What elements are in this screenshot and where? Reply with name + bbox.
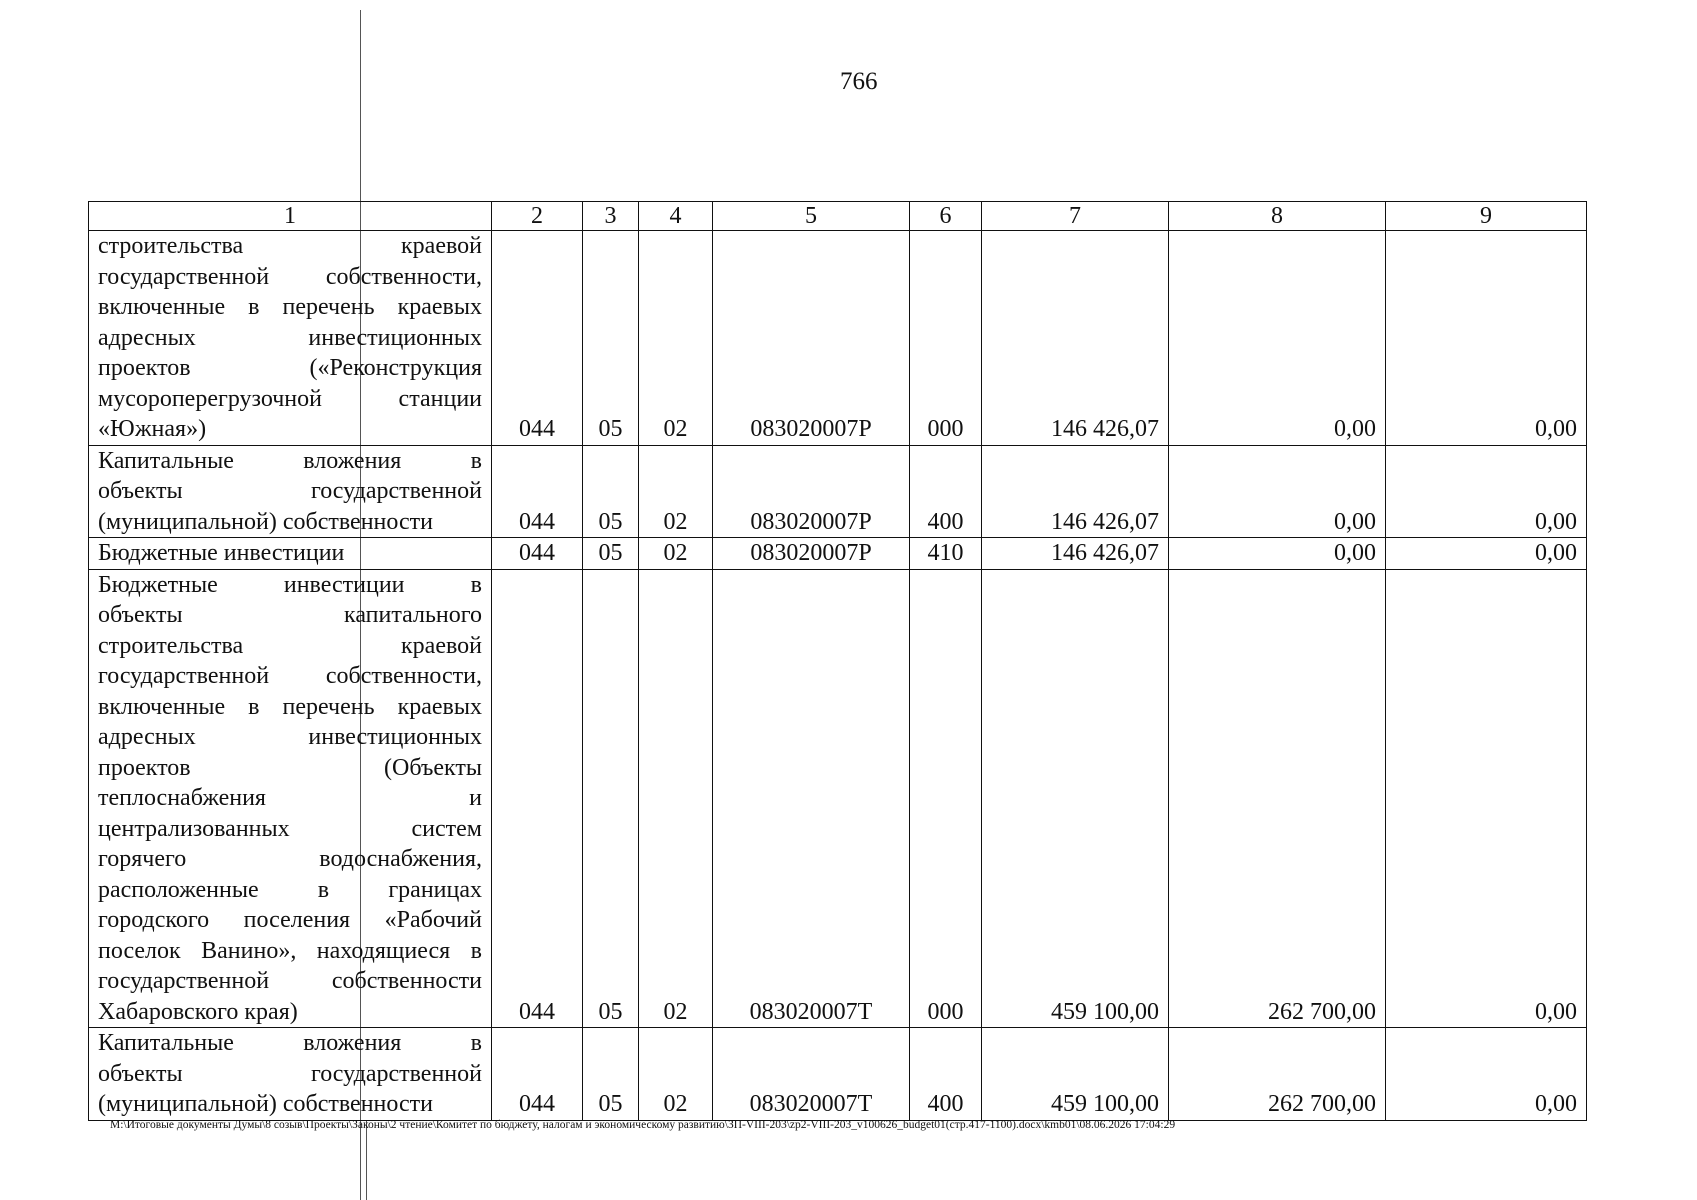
table-row (89, 445, 1587, 538)
amount-col-7: 146 426,07 (982, 231, 1169, 446)
column-header-9: 9 (1386, 202, 1587, 231)
column-header-3: 3 (583, 202, 639, 231)
desc-line: адресных инвестиционных (98, 724, 482, 750)
table-row (89, 538, 1587, 570)
section-code: 05 (583, 569, 639, 1028)
document-file-path: M:\Итоговые документы Думы\8 созыв\Проекты\Законы\2 чтение\Комитет по бюджету, налогам и экономическому развитию\ЗП-VIII-203\zp2-VIII-203_v100626_budget01(стр.417-1100).docx\kmb01\08.06.2026 17:04:29 (110, 1119, 1176, 1131)
desc-line: Хабаровского края) (98, 998, 298, 1025)
desc-line: городского поселения «Рабочий (98, 907, 482, 933)
amount-col-7: 146 426,07 (982, 538, 1169, 570)
desc-line: горячего водоснабжения, (98, 846, 482, 872)
row-description (89, 538, 492, 570)
desc-line: мусороперегрузочной станции (98, 385, 482, 412)
desc-line: «Южная») (98, 416, 207, 442)
amount-col-8: 262 700,00 (1169, 1028, 1386, 1121)
row-description (89, 569, 492, 1028)
subsection-code: 02 (639, 445, 713, 538)
amount-col-7: 146 426,07 (982, 445, 1169, 538)
desc-line: Бюджетные инвестиции (98, 540, 345, 566)
row-description (89, 231, 492, 446)
ministry-code: 044 (492, 1028, 583, 1121)
row-description (89, 445, 492, 538)
desc-line: государственной собственности, (98, 263, 482, 290)
column-header-5: 5 (713, 202, 910, 231)
ministry-code: 044 (492, 445, 583, 538)
ministry-code: 044 (492, 569, 583, 1028)
column-header-2: 2 (492, 202, 583, 231)
expense-type-code: 400 (910, 445, 982, 538)
desc-line: включенные в перечень краевых (98, 693, 482, 720)
expense-type-code: 000 (910, 231, 982, 446)
amount-col-8: 0,00 (1169, 445, 1386, 538)
row-description (89, 1028, 492, 1121)
amount-col-9: 0,00 (1386, 231, 1587, 446)
ministry-code: 044 (492, 231, 583, 446)
column-header-4: 4 (639, 202, 713, 231)
desc-line: Бюджетные инвестиции в (98, 571, 482, 598)
amount-col-7: 459 100,00 (982, 1028, 1169, 1121)
subsection-code: 02 (639, 231, 713, 446)
section-code: 05 (583, 445, 639, 538)
expense-type-code: 410 (910, 538, 982, 570)
desc-line: строительства краевой (98, 632, 482, 659)
scan-fold-line-lower (366, 1120, 367, 1200)
desc-line: адресных инвестиционных (98, 324, 482, 351)
section-code: 05 (583, 538, 639, 570)
subsection-code: 02 (639, 1028, 713, 1121)
desc-line: объекты государственной (98, 1060, 482, 1087)
desc-line: поселок Ванино», находящиеся в (98, 937, 482, 964)
amount-col-7: 459 100,00 (982, 569, 1169, 1028)
subsection-code: 02 (639, 569, 713, 1028)
amount-col-8: 262 700,00 (1169, 569, 1386, 1028)
desc-line: теплоснабжения и (98, 785, 482, 811)
desc-line: строительства краевой (98, 233, 482, 259)
target-article-code: 083020007Р (713, 445, 910, 538)
desc-line: объекты государственной (98, 478, 482, 504)
header-row (89, 202, 1587, 231)
page-number: 766 (840, 68, 878, 95)
amount-col-8: 0,00 (1169, 231, 1386, 446)
amount-col-9: 0,00 (1386, 538, 1587, 570)
amount-col-8: 0,00 (1169, 538, 1386, 570)
desc-line: проектов («Реконструкция (98, 355, 482, 381)
target-article-code: 083020007Т (713, 569, 910, 1028)
desc-line: включенные в перечень краевых (98, 294, 482, 320)
table-row (89, 569, 1587, 1028)
desc-line: Капитальные вложения в (98, 1030, 482, 1056)
column-header-8: 8 (1169, 202, 1386, 231)
target-article-code: 083020007Р (713, 231, 910, 446)
expense-type-code: 400 (910, 1028, 982, 1121)
desc-line: государственной собственности, (98, 663, 482, 689)
amount-col-9: 0,00 (1386, 445, 1587, 538)
desc-line: объекты капитального (98, 602, 482, 628)
table-row (89, 231, 1587, 446)
desc-line: (муниципальной) собственности (98, 508, 433, 535)
subsection-code: 02 (639, 538, 713, 570)
section-code: 05 (583, 231, 639, 446)
target-article-code: 083020007Р (713, 538, 910, 570)
table-row (89, 1028, 1587, 1121)
column-header-1: 1 (89, 202, 492, 231)
ministry-code: 044 (492, 538, 583, 570)
desc-line: Капитальные вложения в (98, 447, 482, 474)
section-code: 05 (583, 1028, 639, 1121)
expense-type-code: 000 (910, 569, 982, 1028)
column-header-6: 6 (910, 202, 982, 231)
desc-line: (муниципальной) собственности (98, 1091, 433, 1117)
target-article-code: 083020007Т (713, 1028, 910, 1121)
amount-col-9: 0,00 (1386, 569, 1587, 1028)
amount-col-9: 0,00 (1386, 1028, 1587, 1121)
desc-line: проектов (Объекты (98, 754, 482, 781)
desc-line: централизованных систем (98, 815, 482, 842)
desc-line: расположенные в границах (98, 876, 482, 903)
desc-line: государственной собственности (98, 968, 482, 994)
column-header-7: 7 (982, 202, 1169, 231)
budget-table (88, 201, 1587, 1121)
